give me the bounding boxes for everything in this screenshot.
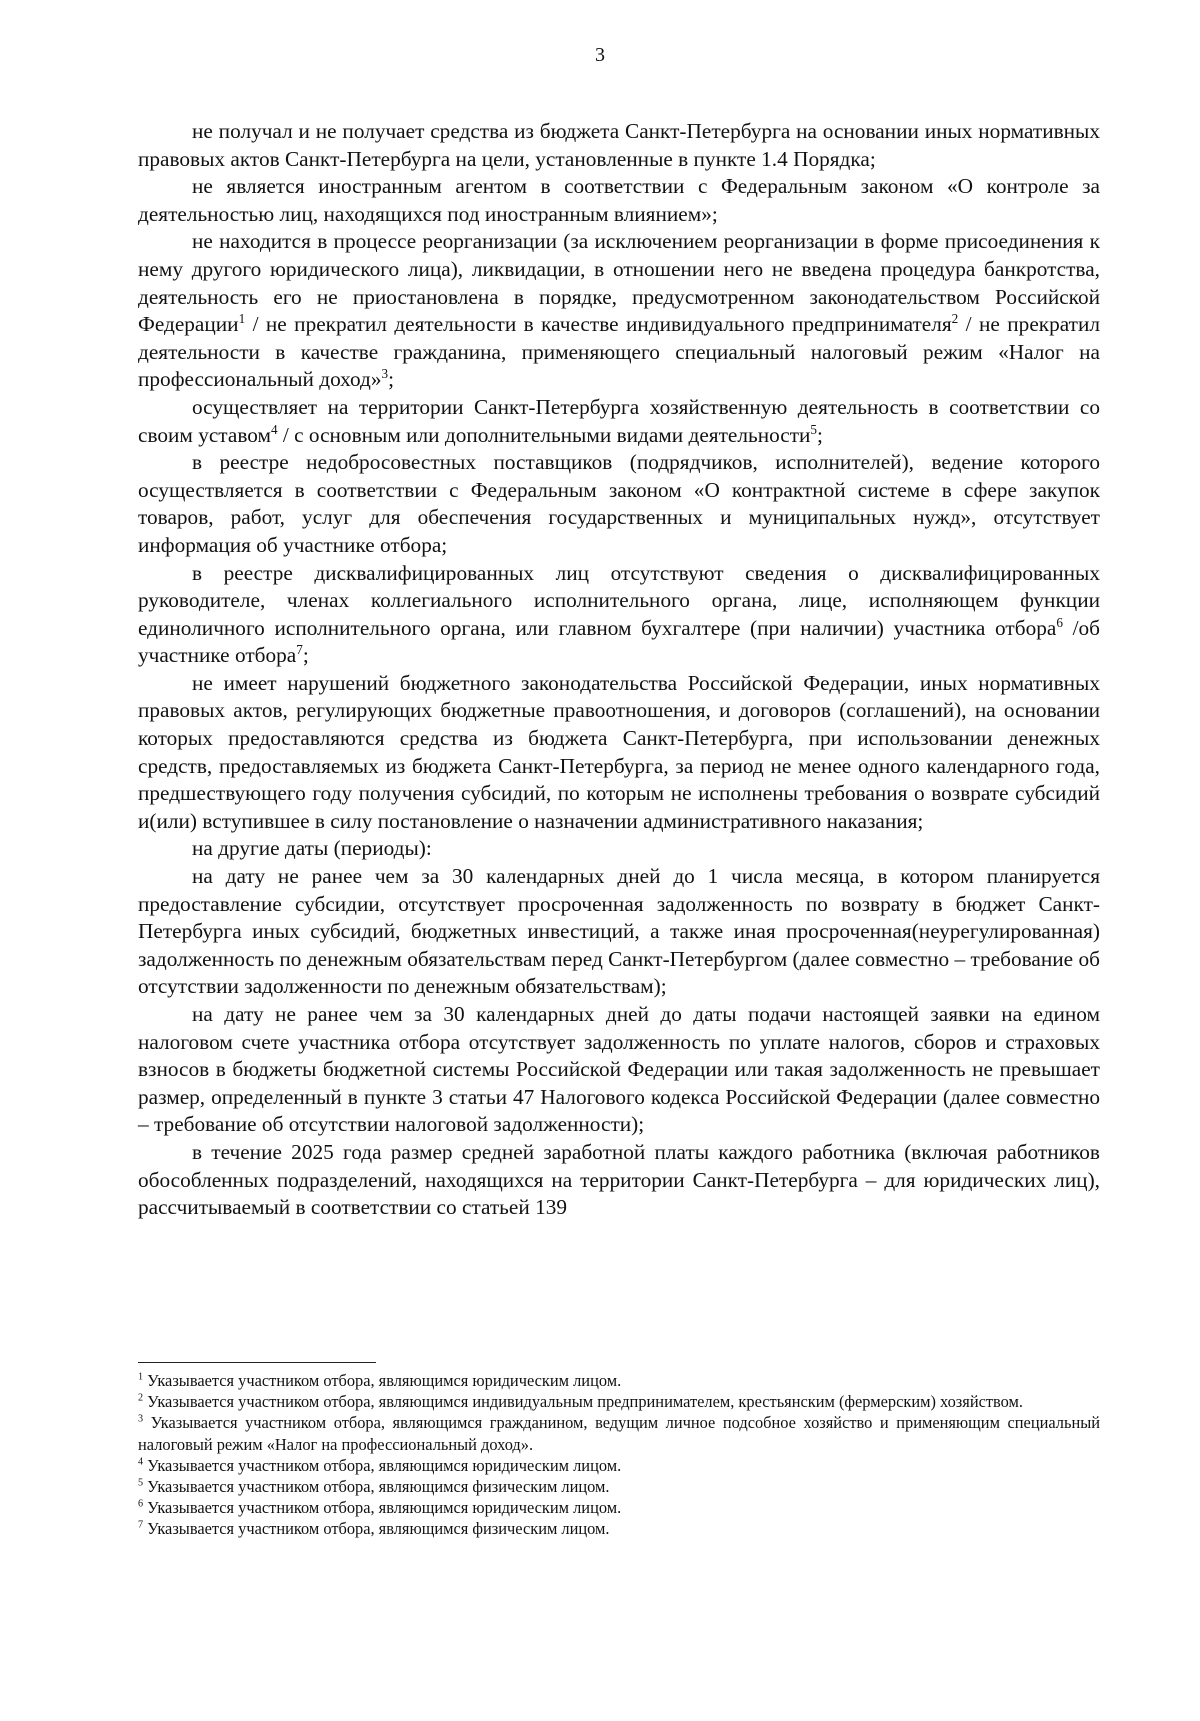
paragraph-text: в течение 2025 года размер средней заработной платы каждого работника (включая работников обособленных подразделений, находящихся на территории Санкт-Петербурга – для юридических лиц), рассчитываемый в соответствии со статьей 139: [138, 1139, 1100, 1220]
body-text: [138, 118, 1100, 1222]
paragraph-text: / с основным или дополнительными видами деятельности: [277, 422, 811, 447]
footnote: [138, 1412, 1100, 1454]
paragraph: [138, 394, 1100, 449]
paragraph-text: осуществляет на территории Санкт-Петербурга хозяйственную деятельность в соответствии со своим уставом: [138, 394, 1100, 447]
paragraph: [138, 228, 1100, 394]
paragraph-text: ;: [302, 643, 309, 668]
paragraph: [138, 449, 1100, 559]
footnote-number: 1: [138, 1371, 144, 1383]
footnote-text: Указывается участником отбора, являющимся юридическим лицом.: [143, 1498, 622, 1518]
page-number: 3: [595, 44, 605, 66]
footnote: [138, 1455, 1100, 1476]
paragraph-text: ;: [388, 367, 395, 392]
footnote: [138, 1518, 1100, 1539]
paragraph-text: в реестре недобросовестных поставщиков (подрядчиков, исполнителей), ведение которого осуществляется в соответствии с Федеральным законом «О контрактной системе в сфере закупок товаров, работ, услуг для обеспечения государственных и муниципальных нужд», отсутствует информация об участнике отбора;: [138, 450, 1100, 557]
paragraph: [138, 118, 1100, 173]
footnote-number: 3: [138, 1413, 144, 1425]
paragraph-text: на дату не ранее чем за 30 календарных дней до даты подачи настоящей заявки на едином налоговом счете участника отбора отсутствует задолженность по уплате налогов, сборов и страховых взносов в бюджеты бюджетной системы Российской Федерации или такая задолженность не превышает размер, определенный в пункте 3 статьи 47 Налогового кодекса Российской Федерации (далее совместно – требование об отсутствии налоговой задолженности);: [138, 1002, 1100, 1137]
paragraph-text: не находится в процессе реорганизации (за исключением реорганизации в форме присоединения к нему другого юридического лица), ликвидации, в отношении него не введена процедура банкротства, деятельность его не приостановлена в порядке, предусмотренном законодательством Российской Федерации: [138, 229, 1100, 337]
footnote-text: Указывается участником отбора, являющимся юридическим лицом.: [143, 1455, 622, 1475]
footnote-text: Указывается участником отбора, являющимся физическим лицом.: [143, 1477, 610, 1497]
paragraph-text: не имеет нарушений бюджетного законодательства Российской Федерации, иных нормативных правовых актов, регулирующих бюджетные правоотношения, и договоров (соглашений), на основании которых предоставляются средства из бюджета Санкт-Петербурга, при использовании денежных средств, предоставляемых из бюджета Санкт-Петербурга, за период не менее одного календарного года, предшествующего году получения субсидий, по которым не исполнены требования о возврате субсидий и(или) вступившее в силу постановление о назначении административного наказания;: [138, 670, 1100, 833]
footnote-text: Указывается участником отбора, являющимся физическим лицом.: [143, 1519, 610, 1539]
footnote-number: 6: [138, 1498, 144, 1510]
paragraph: [138, 835, 1100, 863]
paragraph-text: на другие даты (периоды):: [192, 836, 432, 861]
footnote-marker: 3: [381, 366, 389, 382]
footnote-marker: 6: [1056, 614, 1063, 630]
footnote: [138, 1497, 1100, 1518]
footnote: [138, 1476, 1100, 1497]
paragraph-text: / не прекратил деятельности в качестве гражданина, применяющего специальный налоговый режим «Налог на профессиональный доход»: [138, 312, 1100, 392]
footnote-text: Указывается участником отбора, являющимся юридическим лицом.: [143, 1371, 622, 1390]
footnote-number: 4: [138, 1456, 144, 1468]
paragraph: [138, 1001, 1100, 1139]
footnote-text: Указывается участником отбора, являющимся гражданином, ведущим личное подсобное хозяйство и применяющим специальный налоговый режим «Налог на профессиональный доход».: [138, 1413, 1100, 1454]
paragraph-text: /об участнике отбора: [138, 615, 1100, 668]
paragraph-text: ;: [817, 422, 823, 447]
footnote-marker: 5: [810, 421, 818, 437]
paragraph-text: не является иностранным агентом в соответствии с Федеральным законом «О контроле за деятельностью лиц, находящихся под иностранным влиянием»;: [138, 174, 1100, 226]
footnote-number: 5: [138, 1477, 144, 1489]
paragraph: [138, 863, 1100, 1001]
paragraph-text: на дату не ранее чем за 30 календарных дней до 1 числа месяца, в котором планируется предоставление субсидии, отсутствует просроченная задолженность по возврату в бюджет Санкт-Петербурга иных субсидий, бюджетных инвестиций, а также иная просроченная(неурегулированная) задолженность по денежным обязательствам перед Санкт-Петербургом (далее совместно – требование об отсутствии задолженности по денежным обязательствам);: [138, 864, 1100, 999]
footnote-marker: 7: [296, 642, 303, 658]
paragraph-text: не получал и не получает средства из бюджета Санкт-Петербурга на основании иных нормативных правовых актов Санкт-Петербурга на цели, установленные в пункте 1.4 Порядка;: [138, 119, 1100, 171]
footnote-number: 7: [138, 1519, 144, 1531]
paragraph-text: / не прекратил деятельности в качестве индивидуального предпринимателя: [245, 312, 952, 337]
footnote-separator: [138, 1362, 376, 1363]
footnote-marker: 2: [951, 311, 959, 327]
paragraph: [138, 670, 1100, 836]
footnote-number: 2: [138, 1392, 144, 1404]
footnote-text: Указывается участником отбора, являющимся индивидуальным предпринимателем, крестьянским (фермерским) хозяйством.: [143, 1392, 1024, 1412]
paragraph: [138, 1139, 1100, 1222]
paragraph-text: в реестре дисквалифицированных лиц отсутствуют сведения о дисквалифицированных руководителе, членах коллегиального исполнительного органа, лице, исполняющем функции единоличного исполнительного органа, или главном бухгалтере (при наличии) участника отбора: [138, 560, 1100, 640]
footnote: [138, 1370, 1100, 1391]
footnote-marker: 1: [238, 311, 246, 327]
paragraph: [138, 173, 1100, 228]
footnote-marker: 4: [270, 421, 278, 437]
footnote: [138, 1391, 1100, 1412]
paragraph: [138, 560, 1100, 670]
footnotes: [138, 1370, 1100, 1540]
